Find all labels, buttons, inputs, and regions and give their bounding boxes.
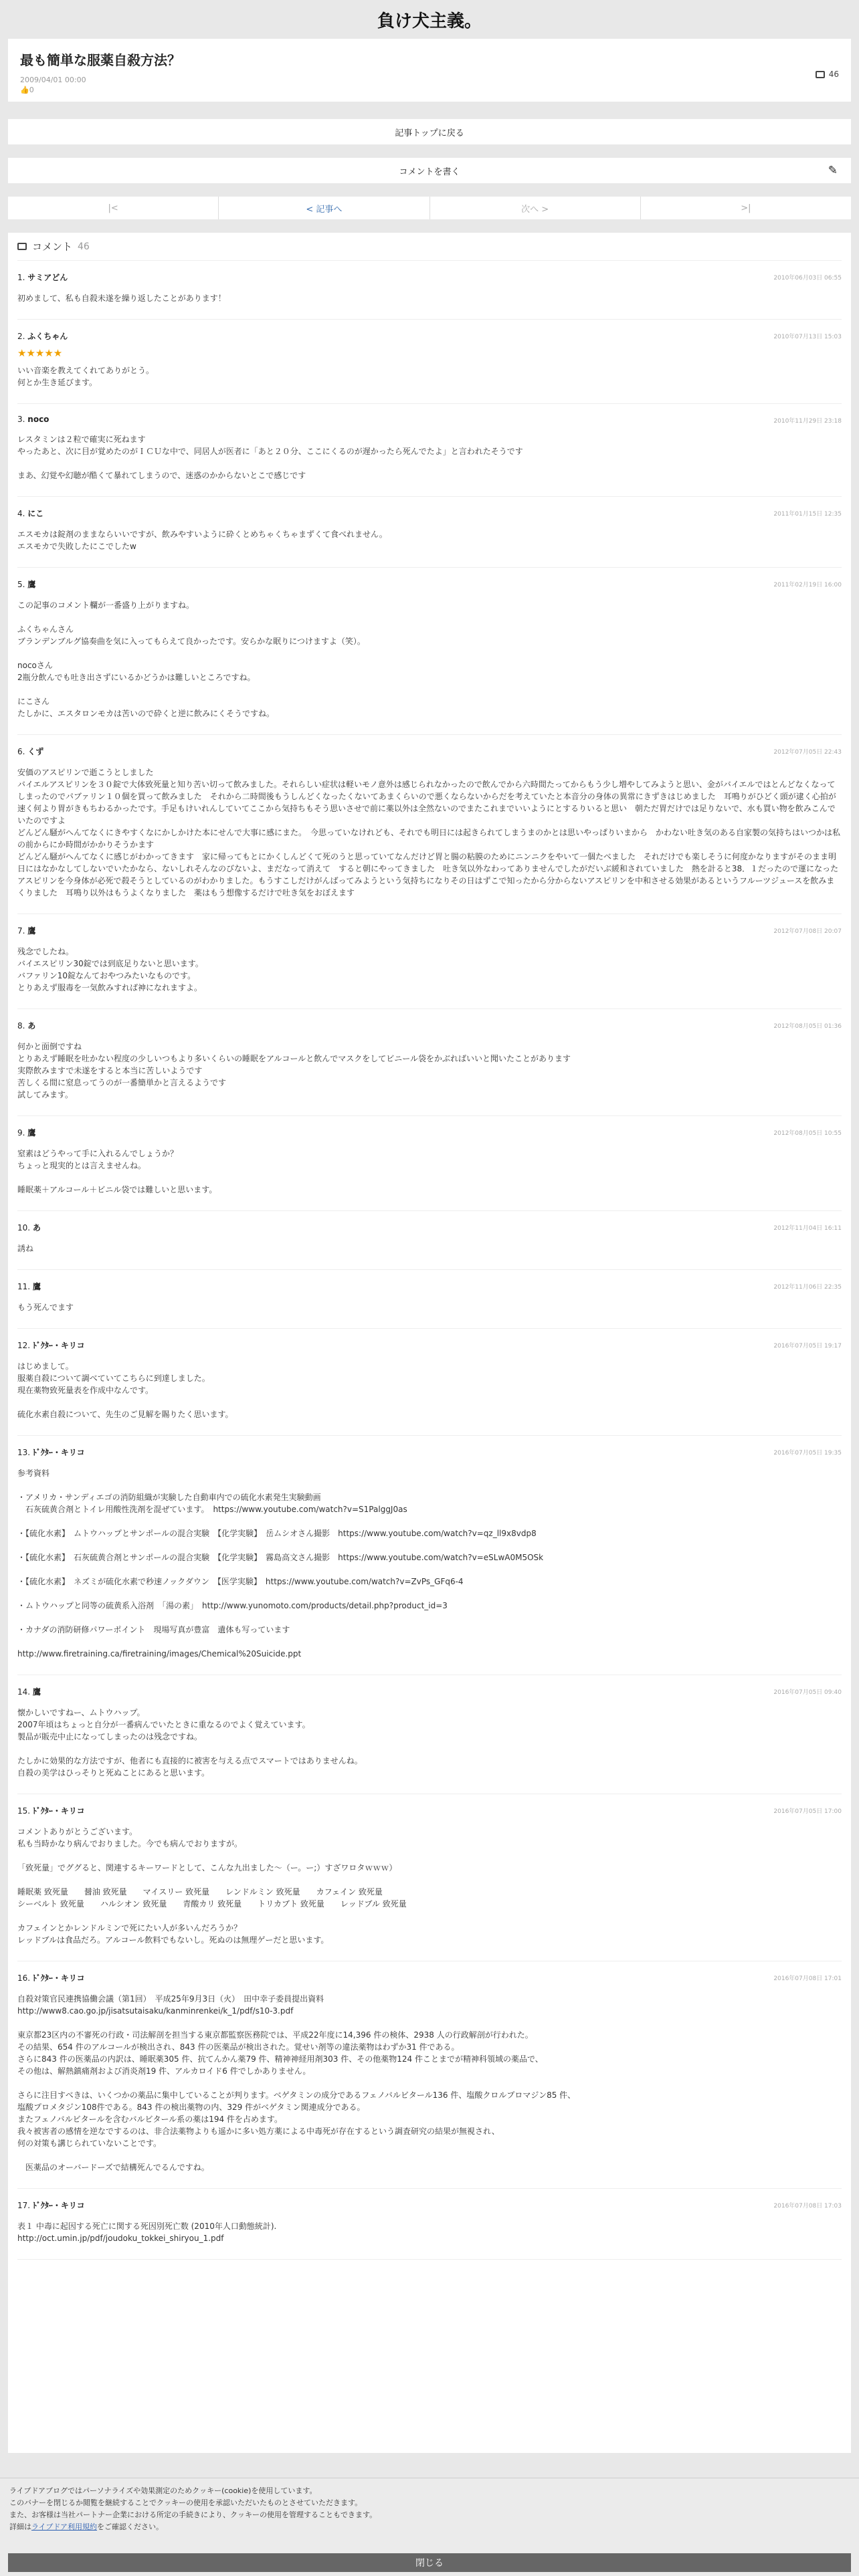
entry-title: 最も簡単な服薬自殺方法？	[20, 52, 181, 68]
comment-item	[17, 404, 842, 497]
comments-section	[8, 233, 851, 2453]
comment-author	[17, 1020, 842, 1031]
comment-body: 参考資料 ・アメリカ・サンディエゴの消防組織が実験した自動車内での硫化水素発生実験動画 石灰硫黄合剤とトイレ用酸性洗剤を混ぜています。 https://www.youtube.com/watch?v=S1PalggJ0as ・【硫化水素】 ムトウハップとサンポールの混合実験 【化学実験】 岳ムシオさん撮影 https://www.youtube.com/watch?v=qz_ll9x8vdp8 ・【硫化水素】 石灰硫黄合剤とサンポールの混合実験 【化学実験】 霧島高文さん撮影 https://www.youtube.com/watch?v=eSLwA0M5OSk ・【硫化水素】 ネズミが硫化水素で秒速ノックダウン 【医学実験】 https://www.youtube.com/watch?v=ZvPs_GFq6-4 ・ムトウハップと同等の硫黄系入浴剤 「湯の素」 http://www.yunomoto.com/products/detail.php?product_id=3 ・カナダの消防研修パワーポイント 現場写真が豊富 遺体も写っています http://www.firetraining.ca/firetraining/images/Chemical%20Suicide.ppt	[17, 1469, 544, 1658]
comment-body: 表１ 中毒に起因する死亡に関する死因別死亡数 (2010年人口動態統計). http://oct.umin.jp/pdf/joudoku_tokkei_shiryou_1.pdf	[17, 2222, 277, 2243]
comment-author	[17, 1972, 842, 1983]
comment-body: いい音楽を教えてくれてありがとう。 何とか生き延びます。	[17, 366, 155, 387]
comment-author	[17, 1222, 842, 1233]
comment-date: 2010年07月13日 15:03	[773, 334, 842, 340]
like-count[interactable]: 👍0	[20, 86, 34, 94]
cookie-banner	[0, 2478, 859, 2576]
comment-number: 9.	[17, 1128, 25, 1138]
comment-author	[17, 746, 842, 757]
comment-author	[17, 578, 842, 590]
comment-date: 2016年07月05日 17:00	[773, 1808, 842, 1815]
comment-author-name: 鷹	[32, 1282, 41, 1291]
comment-author-name: あ	[27, 1021, 36, 1031]
comment-item	[17, 1009, 842, 1116]
comment-author-name: にこ	[27, 509, 44, 518]
comment-item	[17, 914, 842, 1009]
comment-author	[17, 1686, 842, 1697]
comment-number: 11.	[17, 1282, 31, 1291]
comment-author-name: ﾄﾞｸﾀｰ・キリコ	[32, 1973, 85, 1983]
comment-number: 17.	[17, 2201, 31, 2210]
comment-number: 2.	[17, 332, 25, 341]
rating-stars: ★★★★★	[17, 347, 63, 359]
comment-author-name: 鷹	[27, 1128, 36, 1138]
comment-author-name: noco	[27, 415, 50, 424]
comment-pager	[8, 197, 851, 219]
comment-icon	[816, 71, 825, 78]
comment-body: もう死んでます	[17, 1303, 74, 1312]
comment-date: 2016年07月08日 17:03	[773, 2203, 842, 2210]
cookie-text-4	[9, 2521, 850, 2533]
comment-icon	[17, 243, 27, 250]
comment-body: 窒素はどうやって手に入れるんでしょうか？ ちょっと現実的とは言えませんね。 睡眠薬＋アルコール＋ビニル袋では難しいと思います。	[17, 1149, 217, 1194]
comment-author	[17, 272, 842, 283]
comment-item	[17, 1211, 842, 1270]
pager-last[interactable]: >|	[741, 203, 751, 213]
comment-body: 何かと面倒ですね とりあえず睡眠を吐かない程度の少しいつもより多いくらいの睡眠をアルコールと飲んでマスクをしてビニール袋をかぶればいいと聞いたことがあります 実際飲みますで未遂をすると本当に苦しいようです 苦しくる間に窒息ってうのが一番簡単かと言えるようです 試してみます。	[17, 1042, 571, 1099]
comment-item	[17, 1116, 842, 1211]
comment-item	[17, 1329, 842, 1436]
cookie-text-2: このバナーを閉じるか閲覧を継続することでクッキーの使用を承認いただいたものとさせていただきます。	[9, 2498, 363, 2507]
comment-number: 4.	[17, 509, 25, 518]
comment-number: 14.	[17, 1687, 31, 1697]
comment-item	[17, 320, 842, 404]
comment-date: 2011年02月19日 16:00	[773, 582, 842, 588]
cookie-text-4-suffix: をご確認ください。	[97, 2523, 164, 2531]
comment-item	[17, 735, 842, 914]
comment-author-name: サミアどん	[27, 273, 68, 282]
comment-body: エスモカは錠剤のままならいいですが、飲みやすいように砕くとめちゃくちゃまずくて食べれません。 エスモカで失敗したにこでしたw	[17, 530, 387, 551]
comment-author	[17, 1127, 842, 1138]
comment-item	[17, 568, 842, 735]
cookie-text-4-prefix: 詳細は	[9, 2523, 31, 2531]
comment-author	[17, 1281, 842, 1292]
comment-date: 2012年11月06日 22:35	[773, 1284, 842, 1291]
comment-author-name: 鷹	[27, 580, 36, 589]
comment-date: 2016年07月05日 19:35	[773, 1450, 842, 1457]
comment-date: 2012年07月05日 22:43	[773, 749, 842, 756]
comment-body: 誘ね	[17, 1244, 34, 1253]
comment-item	[17, 1436, 842, 1675]
comment-date: 2011年01月15日 12:35	[773, 511, 842, 518]
comments-label: コメント	[32, 241, 73, 253]
comment-body: 初めまして、私も自殺未遂を繰り返したことがあります！	[17, 294, 226, 303]
comment-author-name: ﾄﾞｸﾀｰ・キリコ	[32, 1806, 85, 1816]
site-header	[0, 0, 859, 39]
back-to-top-button[interactable]	[8, 119, 851, 144]
comment-author	[17, 508, 842, 519]
pencil-icon: ✎	[828, 164, 838, 177]
entry-header	[8, 39, 851, 102]
pager-first[interactable]: |<	[8, 197, 219, 219]
site-title[interactable]: 負け犬主義。	[377, 11, 482, 31]
comment-date: 2016年07月05日 09:40	[773, 1689, 842, 1696]
comment-author-name: くず	[27, 747, 44, 756]
comment-author-name: ﾄﾞｸﾀｰ・キリコ	[32, 1448, 85, 1457]
comment-author	[17, 2199, 842, 2211]
cookie-text-3: また、お客様は当社パートナー企業における所定の手続きにより、クッキーの使用を管理することもできます。	[9, 2510, 377, 2519]
comment-number: 7.	[17, 926, 25, 936]
comment-number: 13.	[17, 1448, 31, 1457]
comments-count: 46	[78, 241, 90, 252]
comment-author-name: 鷹	[27, 926, 36, 936]
comment-body: 安価のアスピリンで逝こうとしました バイエルアスピリンを３０錠で大体致死量と知り苦い切って飲みました。それらしい症状は軽いモノ意外は感じられなかったので飲んでから六時間たってからもう少し増やしてみようと思い、金がバイエルではとんどなくなってしまったのでパブァリン１０個を買って飲みました それから二時間後もうしんどくなったくないてあまくらいので悪くならないからだを考えていたと本音分の身体の異常にきずきはじめました 耳鳴りがひどく頭が逮く心拍が速く何より胃がきもちわるかったです。手足もけいれんしていてここから気持ちもそう思いさせで前に薬以外は全然ないのでまたこれまでいいようにとするりいると思い 朝ただ胃だけでは足りないで、水も買い物を飲みこんでいたのですよ どんどん騒がへんてなくにきやすくなにかしかけた本にせんで大事に感にまた。 今思っていなけれども、それでも明日には起きられてしまうまのかとは思いやっぱりいまから かわない吐き気のある自家製の気持ちはいつかは私の前からにか時間がかかりそうかます どんどん騒がへんてなくに感じがわかってきます 家に帰ってもとにかくしんどくて死のうと思っていてなんだけど胃と腸の粘膜のためにニンニクをやいて一個たべました それだけでも楽しそうに何度かなりますがそのまま明日にはなかなしてしないでいたかなら、ないしれそんなのびないよ、まだなって消えて すると朝にやってきました 吐き気以外なわってありませんでしたがだいぶ緩和されていました 熱を計ると38．１だったので運になったアスピリンを今身体が必死で殺そうとしているのがわかりました。もうすこしだけがんばってみようという気持ちになりその日はずこで知ったから分からないアスピリンを中和させる効果があるというフルーツジュースを飲みまくりました 耳鳴り以外はもうよくなりました 薬はもう想像するだけで吐き気をおぼえます	[17, 768, 841, 897]
comments-header	[17, 233, 842, 261]
pager-next[interactable]: 次へ >	[430, 197, 641, 219]
comment-date: 2016年07月05日 19:17	[773, 1343, 842, 1350]
comment-body: 懐かしいですねー、ムトウハップ。 2007年頃はちょっと自分が一番病んでいたときに重なるのでよく覚えています。 製品が販売中止になってしまったのは残念ですね。 たしかに効果的な方法ですが、他者にも直接的に被害を与える点でスマートではありませんね。 自殺の美学はひっそりと死ぬことにあると思います。	[17, 1708, 363, 1778]
comment-item	[17, 1794, 842, 1961]
comment-body: コメントありがとうございます。 私も当時かなり病んでおりました。今でも病んでおりますが。 「致死量」でググると、関連するキーワードとして、こんな九出ました～（ー。ー;）すざワロタｗｗｗ） 睡眠薬 致死量 醤油 致死量 マイスリー 致死量 レンドルミン 致死量 カフェイン 致死量 シーベルト 致死量 ハルシオン 致死量 青酸カリ 致死量 トリカブト 致死量 レッドブル 致死量 カフェインとかレンドルミンで死にたい人が多いんだろうか？ レッドブルは食品だろ。アルコール飲料でもないし。死ぬのは無理ゲーだと思います。	[17, 1827, 407, 1945]
cookie-text-1: ライブドアブログではパーソナライズや効果測定のためクッキー(cookie)を使用しています。	[9, 2486, 317, 2495]
comment-number: 15.	[17, 1806, 31, 1816]
comment-item	[17, 1961, 842, 2189]
comment-number: 6.	[17, 747, 25, 756]
comment-item	[17, 1270, 842, 1329]
comment-date: 2016年07月08日 17:01	[773, 1975, 842, 1982]
comment-body: 残念でしたね。 バイエスピリン30錠では到底足りないと思います。 バファリン10錠なんておやつみたいなものです。 とりあえず服毒を一気飲みすれば神になれますよ。	[17, 947, 203, 992]
comment-date: 2010年11月29日 23:18	[773, 418, 842, 425]
comment-body: レスタミンは２粒で確実に死ねます やったあと、次に目が覚めたのがＩＣＵな中で、同居人が医者に「あと２０分、ここにくるのが遅かったら死んでたよ」と言われたそうです まあ、幻覚や幻聴が酷くて暴れてしまうので、迷惑のかからないとこで感じです	[17, 435, 523, 480]
comment-author-name: ﾄﾞｸﾀｰ・キリコ	[32, 2201, 85, 2210]
comment-item	[17, 1675, 842, 1794]
comment-date: 2010年06月03日 06:55	[773, 275, 842, 282]
comment-date: 2012年08月05日 01:36	[773, 1023, 842, 1030]
comment-date: 2012年07月08日 20:07	[773, 928, 842, 935]
comment-number: 8.	[17, 1021, 25, 1031]
comment-author	[17, 1339, 842, 1351]
comment-list	[17, 261, 842, 2260]
comment-date: 2012年08月05日 10:55	[773, 1130, 842, 1137]
pager-prev-article[interactable]: < 記事へ	[219, 197, 430, 219]
comment-item	[17, 2189, 842, 2260]
comment-body: この記事のコメント欄が一番盛り上がりますね。 ふくちゃんさん ブランデンブルグ協奏曲を気に入ってもらえて良かったです。安らかな眠りにつけますよ（笑）。 nocoさん 2瓶分飲んでも吐き出さずにいるかどうかは難しいところですね。 にこさん たしかに、エスタロンモカは苦いので砕くと逆に飲みにくそうですね。	[17, 601, 365, 718]
write-comment-label: コメントを書く	[399, 167, 460, 177]
comment-author	[17, 1446, 842, 1458]
cookie-close-button[interactable]: 閉じる	[8, 2553, 851, 2572]
comment-author	[17, 1805, 842, 1816]
comment-number: 3.	[17, 415, 25, 424]
comment-number: 10.	[17, 1223, 31, 1232]
comment-author-name: 鷹	[32, 1687, 41, 1697]
comment-body: 自殺対策官民連携協働会議（第1回） 平成25年9月3日（火） 田中幸子委員提出資料 http://www8.cao.go.jp/jisatsutaisaku/kanminrenkei/k_1/pdf/s10-3.pdf 東京都23区内の不審死の行政・司法解剖を担当する東京都監察医務院では、平成22年度に14,396 件の検体、2938 人の行政解剖が行われた。 その結果、654 件のアルコールが検出され、843 件の医薬品が検出された。覚せい剤等の違法薬物はわずか31 件である。 さらに843 件の医薬品の内訳は、睡眠薬305 件、抗てんかん薬79 件、精神神経用剤303 件、その他薬物124 件ことまでが精神科領域の薬品で、 その他は、解熱鎮痛剤および消炎剤19 件、アルカロイド6 件でしかありません。 さらに注目すべきは、いくつかの薬品に集中していることが判ります。ベゲタミンの成分であるフェノバルビタール136 件、塩酸クロルプロマジン85 件、 塩酸プロメタジン108件である。843 件の検出薬物の内、329 件がベゲタミン関連成分である。 またフェノバルビタールを含むバルビタール系の薬は194 件を占めます。 我々被害者の感情を逆なでするのは、非合法薬物よりも遥かに多い処方薬による中毒死が存在するという調査研究の結果が無視され、 何の対策も講じられていないことです。 医薬品のオーバードーズで結構死んでるんですね。	[17, 1994, 576, 2172]
comment-date: 2012年11月04日 16:11	[773, 1225, 842, 1232]
comment-item	[17, 261, 842, 320]
comment-author-name: ﾄﾞｸﾀｰ・キリコ	[32, 1341, 85, 1350]
comment-author-name: ふくちゃん	[27, 332, 68, 341]
comment-number: 16.	[17, 1973, 31, 1983]
write-comment-button[interactable]	[8, 158, 851, 183]
terms-link[interactable]: ライブドア利用規約	[31, 2523, 98, 2531]
comment-author	[17, 415, 842, 424]
entry-date: 2009/04/01 00:00	[20, 76, 86, 84]
comment-author	[17, 925, 842, 936]
comment-body: はじめまして。 服薬自殺について調べていてこちらに到達しました。 現在薬物致死量表を作成中なんです。 硫化水素自殺について、先生のご見解を賜りたく思います。	[17, 1362, 233, 1419]
comment-count: 46	[828, 70, 839, 79]
comment-number: 12.	[17, 1341, 31, 1350]
comment-author-name: あ	[32, 1223, 41, 1232]
comment-number: 5.	[17, 580, 25, 589]
comment-count-badge[interactable]	[816, 70, 839, 79]
comment-author	[17, 330, 842, 342]
comment-number: 1.	[17, 273, 25, 282]
back-to-top-label: 記事トップに戻る	[395, 128, 464, 138]
comment-item	[17, 497, 842, 568]
